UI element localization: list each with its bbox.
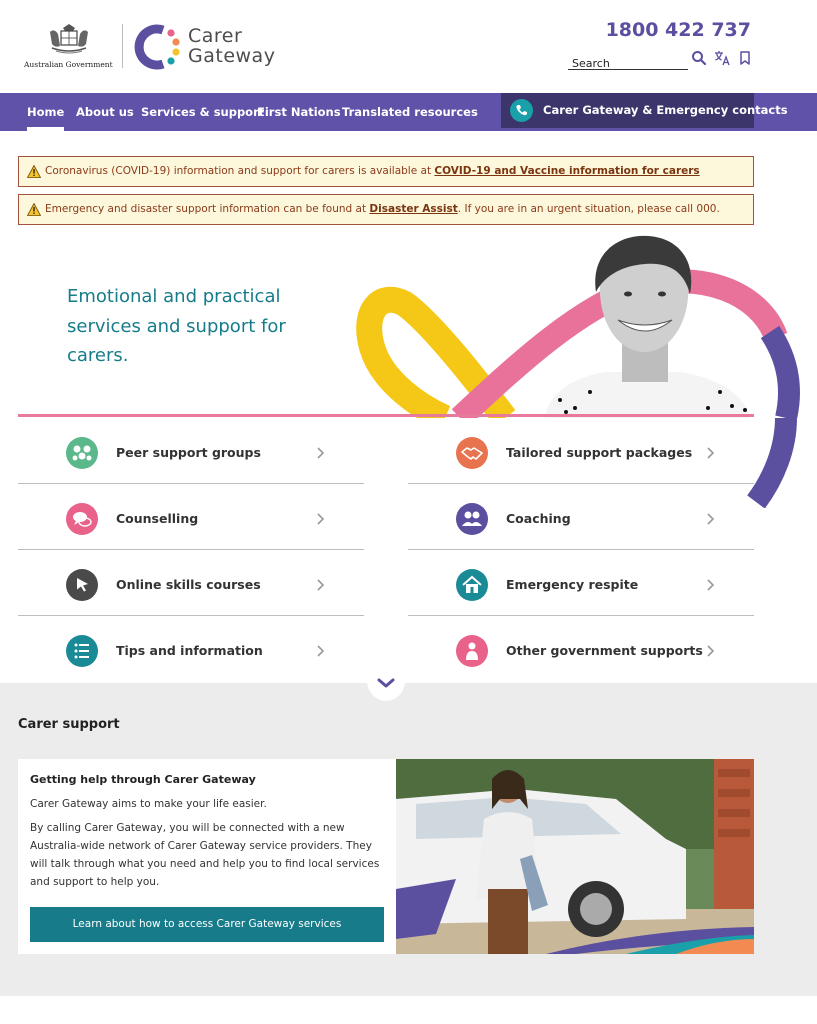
gov-logo-text: Australian Government	[24, 60, 113, 69]
cursor-icon	[66, 569, 98, 601]
nav-first-nations[interactable]: First Nations	[257, 105, 341, 119]
speech-bubbles-icon	[66, 503, 98, 535]
warning-icon	[27, 165, 41, 178]
disaster-alert-after: . If you are in an urgent situation, please call 000.	[457, 203, 720, 215]
disaster-assist-link[interactable]: Disaster Assist	[369, 203, 458, 215]
nav-services-support[interactable]: Services & support	[141, 105, 265, 119]
person-icon	[456, 635, 488, 667]
search-input[interactable]	[568, 57, 688, 70]
house-icon	[456, 569, 488, 601]
service-label: Tailored support packages	[506, 445, 693, 460]
chevron-down-icon	[367, 661, 405, 701]
chevron-right-icon	[706, 512, 716, 526]
service-emergency-respite[interactable]	[408, 550, 754, 616]
section-title: Carer support	[18, 717, 120, 732]
decorative-purple-arc	[740, 418, 800, 508]
service-coaching[interactable]	[408, 484, 754, 550]
service-tailored-support-packages[interactable]	[408, 418, 754, 484]
search-field-wrap	[568, 52, 688, 70]
australian-government-logo[interactable]	[24, 22, 116, 70]
nav-home[interactable]: Home	[27, 93, 64, 131]
hero-divider-line	[18, 414, 754, 417]
scroll-down-button[interactable]	[367, 661, 405, 701]
chevron-right-icon	[706, 644, 716, 658]
service-counselling[interactable]	[18, 484, 364, 550]
phone-icon	[510, 99, 533, 122]
coat-of-arms-icon	[46, 22, 92, 56]
logo-divider	[122, 24, 123, 68]
list-icon	[66, 635, 98, 667]
card-body	[30, 771, 385, 897]
bookmark-icon[interactable]	[737, 50, 753, 66]
users-icon	[456, 503, 488, 535]
nav-translated-resources[interactable]: Translated resources	[342, 105, 478, 119]
chevron-right-icon	[316, 578, 326, 592]
emergency-contacts-button[interactable]	[501, 93, 788, 128]
chevron-right-icon	[706, 578, 716, 592]
handshake-icon	[456, 437, 488, 469]
card-paragraph-2: By calling Carer Gateway, you will be connected with a new Australia-wide network of Carer Gateway service providers. They will talk through what you need and help you to find local services and support to help you.	[30, 822, 380, 888]
brand-line-1: Carer	[188, 25, 243, 47]
service-other-government-supports[interactable]	[408, 616, 754, 682]
disaster-alert-text: Emergency and disaster support information can be found at	[45, 203, 370, 215]
carer-gateway-help-card	[18, 759, 754, 954]
covid-vaccine-link[interactable]: COVID-19 and Vaccine information for carers	[434, 165, 700, 177]
chevron-right-icon	[316, 512, 326, 526]
service-label: Emergency respite	[506, 577, 639, 592]
phone-circle	[510, 99, 533, 122]
covid-alert	[18, 156, 754, 187]
service-label: Counselling	[116, 511, 199, 526]
chevron-right-icon	[316, 446, 326, 460]
hero-banner	[0, 232, 817, 418]
carer-gateway-wordmark	[188, 26, 275, 66]
card-paragraph-1: Carer Gateway aims to make your life easier.	[30, 798, 267, 810]
chevron-right-icon	[706, 446, 716, 460]
emergency-contacts-label: Carer Gateway & Emergency contacts	[543, 103, 788, 117]
learn-access-services-button[interactable]: Learn about how to access Carer Gateway services	[30, 907, 384, 942]
service-label: Other government supports	[506, 643, 703, 658]
phone-number[interactable]: 1800 422 737	[605, 19, 751, 41]
carer-gateway-logo-mark[interactable]	[133, 24, 183, 70]
people-group-icon	[66, 437, 98, 469]
search-icon[interactable]	[691, 50, 707, 66]
main-navigation	[0, 93, 817, 131]
service-label: Peer support groups	[116, 445, 261, 460]
service-label: Online skills courses	[116, 577, 261, 592]
nav-about-us[interactable]: About us	[76, 105, 134, 119]
service-label: Coaching	[506, 511, 571, 526]
warning-icon	[27, 203, 41, 216]
carer-photo	[396, 759, 754, 954]
covid-alert-text: Coronavirus (COVID-19) information and support for carers is available at	[45, 165, 435, 177]
translate-icon[interactable]	[714, 50, 730, 66]
chevron-right-icon	[316, 644, 326, 658]
service-peer-support-groups[interactable]	[18, 418, 364, 484]
disaster-alert	[18, 194, 754, 225]
service-tips-and-information[interactable]	[18, 616, 364, 682]
service-online-skills-courses[interactable]	[18, 550, 364, 616]
hero-title: Emotional and practical services and support for carers.	[67, 286, 286, 366]
hero-illustration	[0, 232, 817, 418]
site-header	[0, 0, 817, 93]
service-label: Tips and information	[116, 643, 263, 658]
card-heading: Getting help through Carer Gateway	[30, 773, 256, 786]
brand-line-2: Gateway	[188, 45, 276, 67]
